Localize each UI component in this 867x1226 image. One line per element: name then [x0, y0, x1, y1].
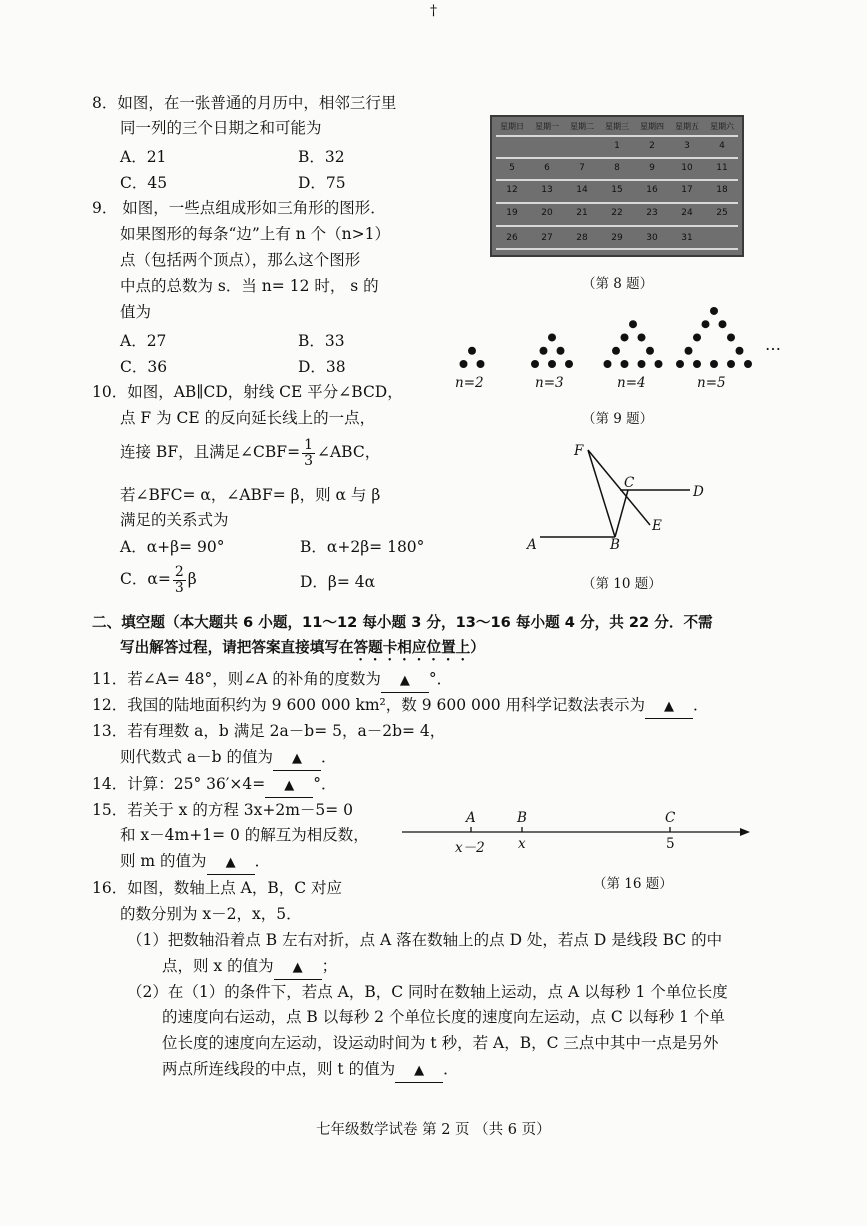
q8-option-b: B．32 — [298, 148, 345, 166]
calendar-date-cell: 24 — [681, 208, 693, 218]
calendar-date-cell: 5 — [509, 163, 515, 173]
q10-line-4: 若∠BFC= α，∠ABF= β，则 α 与 β — [120, 486, 381, 504]
q16-part1-answer-blank[interactable]: ▲ — [274, 957, 322, 980]
calendar-date-cell: 28 — [576, 233, 588, 243]
q11: 11．若∠A= 48°，则∠A 的补角的度数为 ▲ °． — [92, 668, 452, 693]
calendar-header-cell: 星期六 — [710, 122, 734, 131]
q8-line-1: 8．如图，在一张普通的月历中，相邻三行里 — [92, 94, 397, 112]
fig10-point-f: F — [574, 443, 584, 459]
calendar-date-cell: 18 — [716, 185, 728, 195]
header-mark: † — [430, 3, 437, 19]
q9-option-c: C．36 — [120, 358, 168, 376]
calendar-header-cell: 星期四 — [640, 122, 664, 131]
triangle-dots-figure — [430, 305, 790, 385]
triangle-dot — [621, 333, 629, 341]
calendar-date-cell: 2 — [649, 141, 655, 151]
calendar-date-cell: 13 — [541, 185, 553, 195]
triangle-dot — [693, 333, 701, 341]
q8-option-a: A．21 — [120, 148, 167, 166]
calendar-date-cell: 25 — [716, 208, 728, 218]
triangle-dot — [604, 360, 612, 368]
q8-option-c: C．45 — [120, 174, 168, 192]
q16-part1-line-1: （1）把数轴沿着点 B 左右对折，点 A 落在数轴上的点 D 处，若点 D 是线段 BC 的中 — [127, 931, 723, 949]
fig10-caption: （第 10 题） — [582, 576, 662, 592]
q8-option-d: D．75 — [298, 174, 346, 192]
triangle-dot — [685, 347, 693, 355]
triangle-dot — [710, 307, 718, 315]
numberline-value-c: 5 — [666, 836, 675, 852]
calendar-date-cell: 1 — [614, 141, 620, 151]
q10-option-d: D．β= 4α — [300, 573, 376, 591]
triangle-dot — [744, 360, 752, 368]
q10-line-1: 10．如图，AB∥CD，射线 CE 平分∠BCD， — [92, 383, 403, 401]
q16-part1-line-2: 点，则 x 的值为 ▲ ； — [162, 955, 337, 980]
triangle-dot — [736, 347, 744, 355]
calendar-date-cell: 9 — [649, 163, 655, 173]
q9-option-b: B．33 — [298, 332, 345, 350]
numberline-label-c: C — [665, 810, 676, 826]
triangle-dot — [531, 360, 539, 368]
q9-option-d: D．38 — [298, 358, 346, 376]
calendar-date-cell: 31 — [681, 233, 693, 243]
calendar-date-cell: 3 — [684, 141, 690, 151]
triangle-dot — [638, 360, 646, 368]
calendar-date-cell: 15 — [611, 185, 623, 195]
calendar-header-cell: 星期二 — [570, 122, 594, 131]
triangle-dot — [638, 333, 646, 341]
calendar-date-cell: 22 — [611, 208, 623, 218]
triangle-dot — [468, 347, 476, 355]
fig10-point-b: B — [610, 537, 620, 553]
fig10-point-d: D — [693, 484, 704, 500]
calendar-date-cell: 29 — [611, 233, 623, 243]
calendar-row-divider — [496, 248, 738, 250]
q10-line-3: 连接 BF，且满足∠CBF= $\frac{1}{3}$ ∠ABC， — [120, 436, 381, 469]
triangle-dot — [460, 360, 468, 368]
number-line-figure — [400, 818, 760, 848]
q15-answer-blank[interactable]: ▲ — [207, 852, 255, 875]
q16-line-2: 的数分别为 x－2，x，5． — [120, 905, 302, 923]
calendar-date-cell: 19 — [506, 208, 518, 218]
numberline-label-a: A — [466, 810, 476, 826]
triangle-dot — [727, 360, 735, 368]
numberline-value-b: x — [518, 836, 526, 852]
fig9-caption: （第 9 题） — [582, 411, 654, 427]
calendar-date-cell: 10 — [681, 163, 693, 173]
triangle-dot — [719, 320, 727, 328]
q16-part2-line-2: 的速度向右运动，点 B 以每秒 2 个单位长度的速度向左运动，点 C 以每秒 1 个单 — [162, 1008, 725, 1026]
calendar-date-cell: 17 — [681, 185, 693, 195]
calendar-date-cell: 30 — [646, 233, 658, 243]
q16-line-1: 16．如图，数轴上点 A，B，C 对应 — [92, 879, 343, 897]
q12: 12．我国的陆地面积约为 9 600 000 km²，数 9 600 000 用科学记数法表示为 ▲ ． — [92, 694, 709, 719]
calendar-date-cell: 4 — [719, 141, 725, 151]
fig9-label-n5: n=5 — [697, 375, 726, 391]
q13-line-2: 则代数式 a－b 的值为 ▲ ． — [120, 746, 337, 771]
numberline-caption: （第 16 题） — [593, 876, 673, 892]
fig10-point-e: E — [652, 518, 662, 534]
triangle-dot — [548, 360, 556, 368]
fig9-label-n4: n=4 — [617, 375, 646, 391]
triangle-dot — [557, 347, 565, 355]
q10-option-c: C．α= $\frac{2}{3}$ β — [120, 563, 197, 596]
calendar-date-cell: 16 — [646, 185, 658, 195]
q12-answer-blank[interactable]: ▲ — [645, 696, 693, 719]
q9-option-a: A．27 — [120, 332, 167, 350]
triangle-dot — [612, 347, 620, 355]
triangle-dot — [676, 360, 684, 368]
q10-line-5: 满足的关系式为 — [120, 511, 229, 529]
calendar-date-cell: 26 — [506, 233, 518, 243]
triangle-dot — [629, 320, 637, 328]
fig9-label-n3: n=3 — [535, 375, 564, 391]
triangle-dot — [727, 333, 735, 341]
calendar-date-cell: 20 — [541, 208, 553, 218]
triangle-dot — [477, 360, 485, 368]
triangle-dot — [710, 360, 718, 368]
q10-option-b: B．α+2β= 180° — [300, 538, 425, 556]
q16-part2-line-3: 位长度的速度向左运动，设运动时间为 t 秒，若 A，B，C 三点中其中一点是另外 — [162, 1034, 719, 1052]
q14: 14．计算：25° 36′×4= ▲ °． — [92, 773, 336, 798]
calendar-row-divider — [496, 135, 738, 137]
calendar-header-cell: 星期五 — [675, 122, 699, 131]
fig10-point-c: C — [624, 475, 635, 491]
page-footer: 七年级数学试卷 第 2 页 （共 6 页） — [316, 1122, 551, 1138]
q10-option-a: A．α+β= 90° — [120, 538, 225, 556]
triangle-dot — [548, 333, 556, 341]
geometry-figure-10 — [520, 440, 750, 560]
triangle-dot — [540, 347, 548, 355]
calendar-date-cell: 14 — [576, 185, 588, 195]
calendar-date-cell: 21 — [576, 208, 588, 218]
calendar-header-cell: 星期日 — [500, 122, 524, 131]
q16-part2-line-1: （2）在（1）的条件下，若点 A，B，C 同时在数轴上运动，点 A 以每秒 1 个单位长度 — [127, 983, 728, 1001]
numberline-value-a: x－2 — [455, 840, 485, 856]
calendar-row-divider — [496, 225, 738, 227]
calendar-row-divider — [496, 179, 738, 181]
q9-line-2: 如果图形的每条“边”上有 n 个（n>1） — [120, 225, 391, 243]
numberline-label-b: B — [517, 810, 527, 826]
triangle-dot — [565, 360, 573, 368]
q15-line-3: 则 m 的值为 ▲ ． — [120, 850, 270, 875]
q16-part2-answer-blank[interactable]: ▲ — [395, 1060, 443, 1083]
fig9-ellipsis: … — [765, 335, 781, 354]
q15-line-2: 和 x－4m+1= 0 的解互为相反数， — [120, 826, 369, 844]
triangle-dot — [693, 360, 701, 368]
q13-line-1: 13．若有理数 a，b 满足 2a－b= 5，a－2b= 4， — [92, 722, 446, 740]
calendar-date-cell: 7 — [579, 163, 585, 173]
calendar-header-cell: 星期一 — [535, 122, 559, 131]
q9-line-5: 值为 — [120, 303, 152, 321]
calendar-date-cell: 27 — [541, 233, 553, 243]
calendar-header-cell: 星期三 — [605, 122, 629, 131]
section2-heading-line-2: 写出解答过程，请把答案直接填写在答题卡相应位置上） — [120, 639, 485, 656]
q9-line-3: 点（包括两个顶点），那么这个图形 — [120, 251, 361, 269]
triangle-dot — [702, 320, 710, 328]
q10-line-2: 点 F 为 CE 的反向延长线上的一点， — [120, 409, 376, 427]
q8-line-2: 同一列的三个日期之和可能为 — [120, 119, 322, 137]
triangle-dot — [646, 347, 654, 355]
triangle-dot — [621, 360, 629, 368]
q11-answer-blank[interactable]: ▲ — [381, 670, 429, 693]
calendar-date-cell: 23 — [646, 208, 658, 218]
section2-heading-line-1: 二、填空题（本大题共 6 小题，11～12 每小题 3 分，13～16 每小题 4 分，共 22 分．不需 — [92, 614, 713, 631]
q9-line-1: 9． 如图，一些点组成形如三角形的图形． — [92, 199, 386, 217]
q16-part2-line-4: 两点所连线段的中点，则 t 的值为 ▲ ． — [162, 1058, 459, 1083]
fig9-label-n2: n=2 — [455, 375, 484, 391]
calendar-date-cell: 6 — [544, 163, 550, 173]
calendar-date-cell: 12 — [506, 185, 518, 195]
q9-line-4: 中点的总数为 s．当 n= 12 时， s 的 — [120, 277, 379, 295]
fig10-point-a: A — [527, 537, 537, 553]
q14-answer-blank[interactable]: ▲ — [265, 775, 313, 798]
q13-answer-blank[interactable]: ▲ — [273, 748, 321, 771]
calendar-figure — [490, 115, 744, 257]
calendar-date-cell: 11 — [716, 163, 728, 173]
calendar-row-divider — [496, 157, 738, 159]
calendar-caption: （第 8 题） — [582, 276, 654, 292]
q15-line-1: 15．若关于 x 的方程 3x+2m－5= 0 — [92, 801, 354, 819]
calendar-row-divider — [496, 202, 738, 204]
calendar-date-cell: 8 — [614, 163, 620, 173]
triangle-dot — [655, 360, 663, 368]
